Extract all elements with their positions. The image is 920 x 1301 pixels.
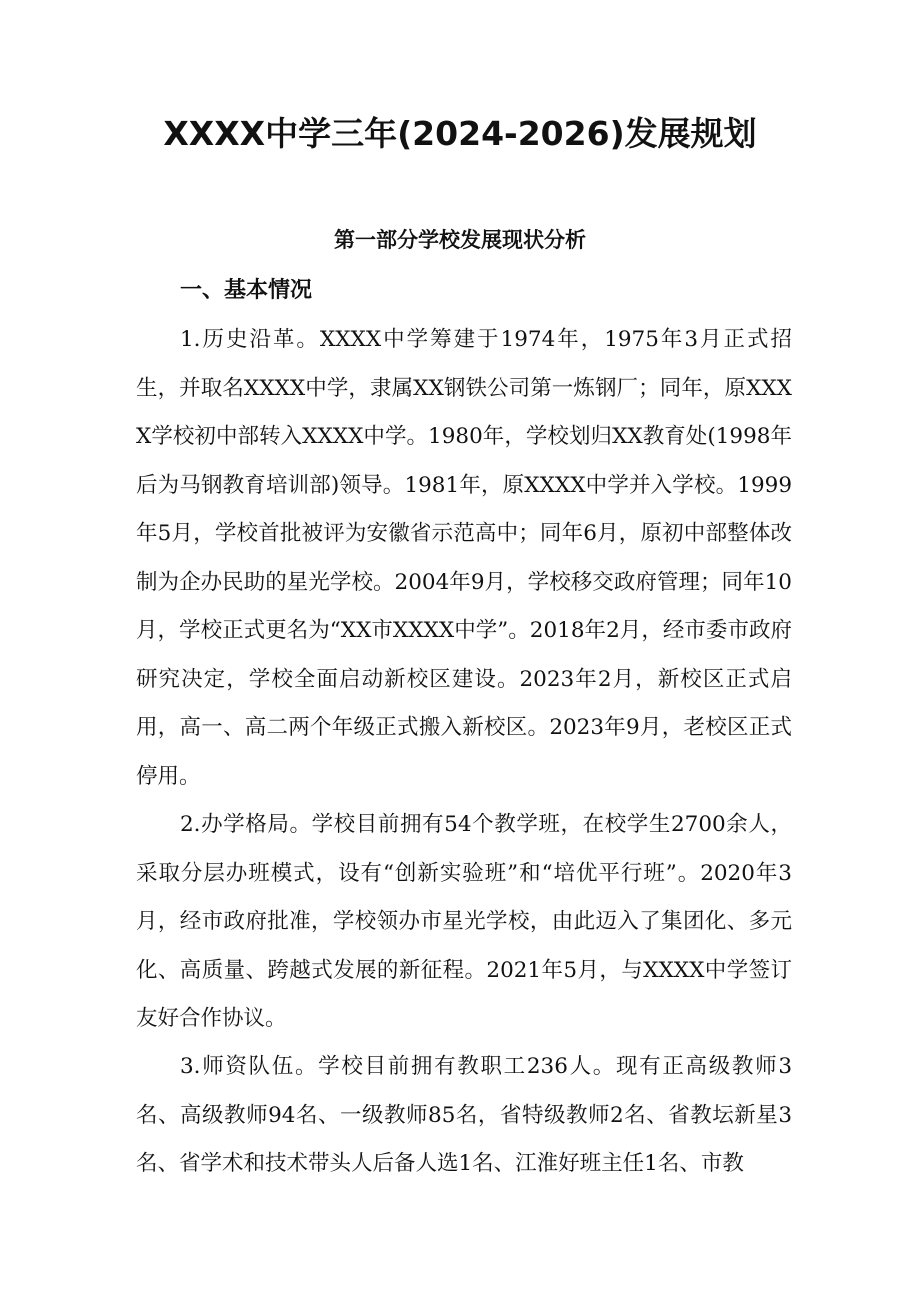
section-heading: 一、基本情况 — [180, 278, 313, 303]
paragraph-school-layout: 2.办学格局。学校目前拥有54个教学班，在校学生2700余人，采取分层办班模式，设有“创新实验班”和“培优平行班”。2020年3月，经市政府批准，学校领办市星光学校，由此迈入了集团化、多元化、高质量、跨越式发展的新征程。2021年5月，与XXXX中学签订友好合作协议。 — [136, 812, 792, 1031]
paragraph-faculty: 3.师资队伍。学校目前拥有教职工236人。现有正高级教师3名、高级教师94名、一级教师85名，省特级教师2名、省教坛新星3名、省学术和技术带头人后备人选1名、江淮好班主任1名、市教 — [136, 1054, 792, 1176]
part-heading: 第一部分学校发展现状分析 — [334, 228, 586, 252]
document-title: XXXX中学三年(2024-2026)发展规划 — [163, 114, 757, 153]
paragraph-history: 1.历史沿革。XXXX中学筹建于1974年，1975年3月正式招生，并取名XXXX中学，隶属XX钢铁公司第一炼钢厂；同年，原XXXX学校初中部转入XXXX中学。1980年，学校划归XX教育处(1998年后为马钢教育培训部)领导。1981年，原XXXX中学并入学校。1999年5月，学校首批被评为安徽省示范高中；同年6月，原初中部整体改制为企办民助的星光学校。2004年9月，学校移交政府管理；同年10月，学校正式更名为“XX市XXXX中学”。2018年2月，经市委市政府研究决定，学校全面启动新校区建设。2023年2月，新校区正式启用，高一、高二两个年级正式搬入新校区。2023年9月，老校区正式停用。 — [136, 327, 792, 789]
